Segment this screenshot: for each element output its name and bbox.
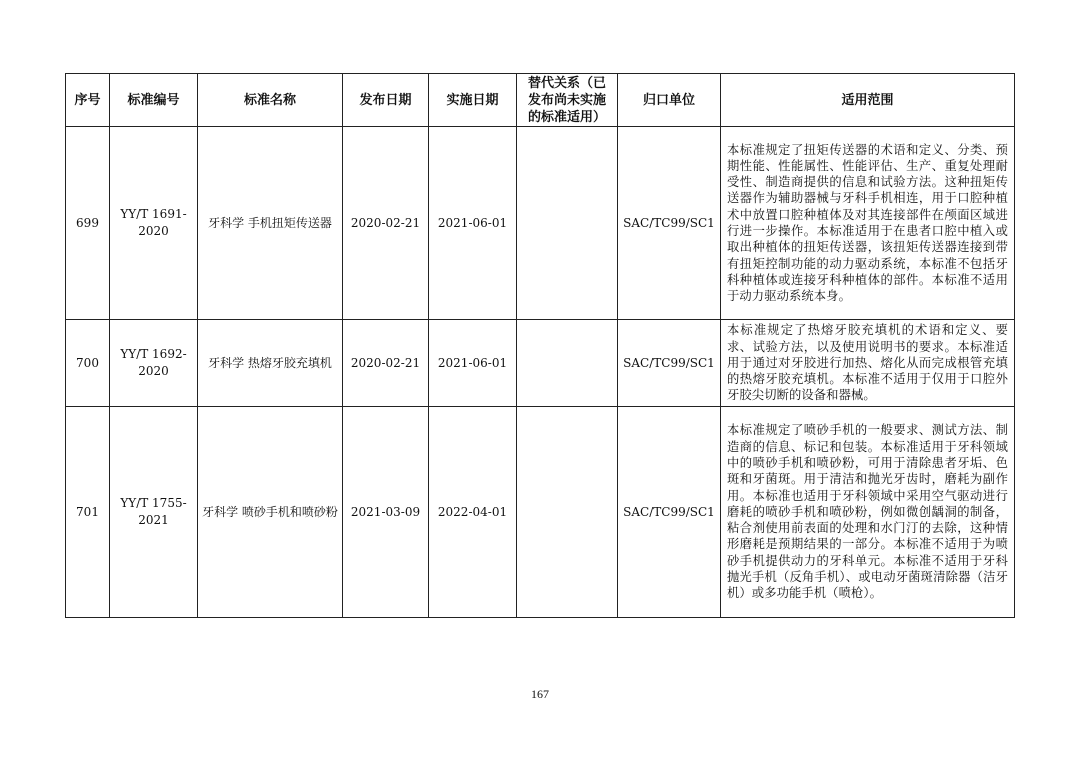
header-responsible-unit: 归口单位 — [618, 74, 721, 127]
row-standard-name: 牙科学 手机扭矩传送器 — [198, 127, 343, 320]
row-responsible-unit: SAC/TC99/SC1 — [618, 407, 721, 618]
table-row — [66, 407, 1015, 618]
header-replacement-relation: 替代关系（已发布尚未实施的标准适用） — [517, 74, 618, 127]
row-scope: 本标准规定了喷砂手机的一般要求、测试方法、制造商的信息、标记和包装。本标准适用于牙科领域中的喷砂手机和喷砂粉，可用于清除患者牙垢、色斑和牙菌斑。用于清洁和抛光牙齿时，磨耗为副作用。本标准也适用于牙科领域中采用空气驱动进行磨耗的喷砂手机和喷砂粉，例如微创龋洞的制备，粘合剂使用前表面的处理和水门汀的去除，这种情形磨耗是预期结果的一部分。本标准不适用于为喷砂手机提供动力的牙科单元。本标准不适用于牙科抛光手机（反角手机）、或电动牙菌斑清除器（洁牙机）或多功能手机（喷枪）。 — [721, 407, 1015, 618]
header-standard-name: 标准名称 — [198, 74, 343, 127]
row-responsible-unit: SAC/TC99/SC1 — [618, 320, 721, 407]
table-header-row — [66, 74, 1015, 127]
row-effective-date: 2022-04-01 — [429, 407, 517, 618]
row-replacement-relation — [517, 407, 618, 618]
row-publish-date: 2020-02-21 — [343, 320, 429, 407]
standards-table — [65, 73, 1015, 618]
row-serial-number: 699 — [66, 127, 110, 320]
row-publish-date: 2021-03-09 — [343, 407, 429, 618]
table-row — [66, 320, 1015, 407]
header-effective-date: 实施日期 — [429, 74, 517, 127]
row-replacement-relation — [517, 127, 618, 320]
row-standard-name: 牙科学 热熔牙胶充填机 — [198, 320, 343, 407]
row-effective-date: 2021-06-01 — [429, 127, 517, 320]
row-standard-code: YY/T 1691-2020 — [110, 127, 198, 320]
row-scope: 本标准规定了热熔牙胶充填机的术语和定义、要求、试验方法，以及使用说明书的要求。本标准适用于通过对牙胶进行加热、熔化从而完成根管充填的热熔牙胶充填机。本标准不适用于仅用于口腔外牙胶尖切断的设备和器械。 — [721, 320, 1015, 407]
row-serial-number: 700 — [66, 320, 110, 407]
row-standard-code: YY/T 1692-2020 — [110, 320, 198, 407]
table-row — [66, 127, 1015, 320]
row-replacement-relation — [517, 320, 618, 407]
header-publish-date: 发布日期 — [343, 74, 429, 127]
row-standard-name: 牙科学 喷砂手机和喷砂粉 — [198, 407, 343, 618]
header-standard-code: 标准编号 — [110, 74, 198, 127]
row-serial-number: 701 — [66, 407, 110, 618]
row-scope: 本标准规定了扭矩传送器的术语和定义、分类、预期性能、性能属性、性能评估、生产、重复处理耐受性、制造商提供的信息和试验方法。这种扭矩传送器作为辅助器械与牙科手机相连，用于口腔种植术中放置口腔种植体及对其连接部件在颅面区域进行进一步操作。本标准适用于在患者口腔中植入或取出种植体的扭矩传送器，该扭矩传送器连接到带有扭矩控制功能的动力驱动系统，本标准不包括牙科种植体或连接牙科种植体的部件。本标准不适用于动力驱动系统本身。 — [721, 127, 1015, 320]
row-publish-date: 2020-02-21 — [343, 127, 429, 320]
row-standard-code: YY/T 1755-2021 — [110, 407, 198, 618]
row-effective-date: 2021-06-01 — [429, 320, 517, 407]
header-scope: 适用范围 — [721, 74, 1015, 127]
row-responsible-unit: SAC/TC99/SC1 — [618, 127, 721, 320]
header-serial-number: 序号 — [66, 74, 110, 127]
page-number: 167 — [531, 687, 549, 701]
